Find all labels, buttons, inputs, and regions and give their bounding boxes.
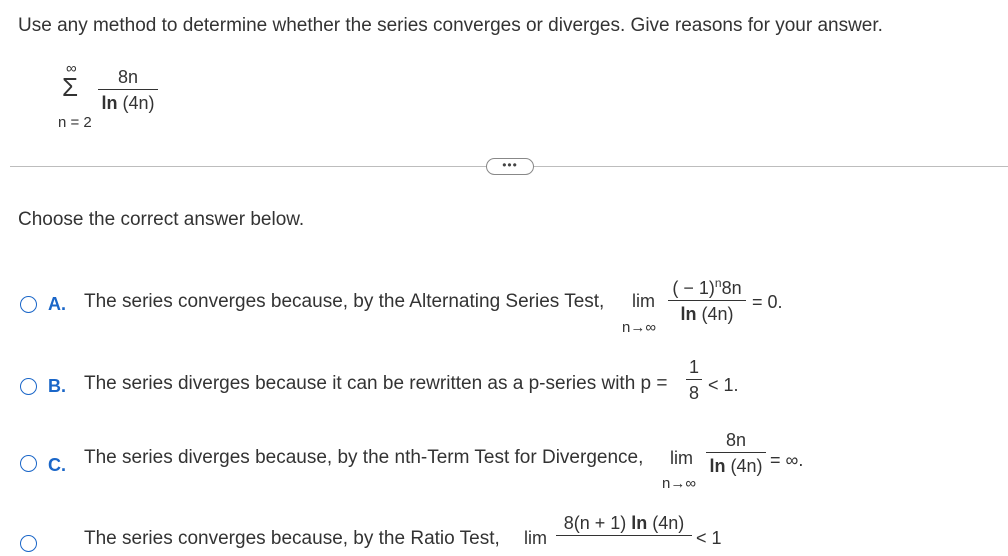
option-b-tail: < 1. [708,375,739,395]
option-d-fraction [556,512,692,538]
option-b-fraction [686,356,702,404]
fraction-bar [706,452,766,453]
series-fraction [98,66,158,114]
option-d-radio[interactable] [20,535,37,552]
fraction-bar [668,300,746,301]
option-c-text: The series diverges because, by the nth-Term Test for Divergence, [84,447,644,468]
option-d-text: The series converges because, by the Ratio Test, [84,528,500,549]
option-a-tail: = 0. [752,292,783,312]
option-b-denominator: 8 [688,383,699,403]
answer-prompt: Choose the correct answer below. [18,209,305,230]
sigma-symbol: Σ [62,72,79,102]
series-numerator: 8n [117,67,139,87]
option-a-text: The series converges because, by the Alternating Series Test, [84,291,605,312]
option-c-numerator: 8n [725,430,747,450]
option-a-letter: A. [48,294,66,314]
option-d-lim: lim [524,528,547,548]
option-c-radio[interactable] [20,455,37,472]
option-c-lim-sub: n→∞ [662,475,697,492]
question-text: Use any method to determine whether the series converges or diverges. Give reasons for your answer. [18,15,883,36]
option-b-numerator: 1 [688,357,699,377]
fraction-bar [556,535,692,536]
option-c-lim: lim [670,448,693,468]
option-c-fraction [706,429,766,477]
expand-button[interactable]: ••• [486,158,534,175]
option-b-text: The series diverges because it can be rewritten as a p-series with p = [84,373,668,394]
option-a-denominator: ln (4n) [680,304,734,324]
option-a-fraction [668,272,746,325]
option-b-letter: B. [48,376,66,396]
option-c-tail: = ∞. [770,450,804,470]
option-a-lim-sub: n→∞ [622,319,657,336]
option-a-numerator: ( − 1)$^n$8n [672,276,742,298]
option-c-denominator: ln (4n) [709,456,763,476]
option-c-letter: C. [48,455,66,475]
sum-lower-limit: n = 2 [58,114,92,131]
option-b-radio[interactable] [20,378,37,395]
series-denominator: ln (4n) [101,93,155,113]
fraction-bar [686,379,702,380]
option-a-lim: lim [632,291,655,311]
option-d-numerator: 8(n + 1) ln (4n) [563,513,685,533]
option-a-radio[interactable] [20,296,37,313]
option-d-tail: < 1 [696,528,722,548]
fraction-bar [98,89,158,90]
sum-upper-limit: ∞ [66,60,77,77]
